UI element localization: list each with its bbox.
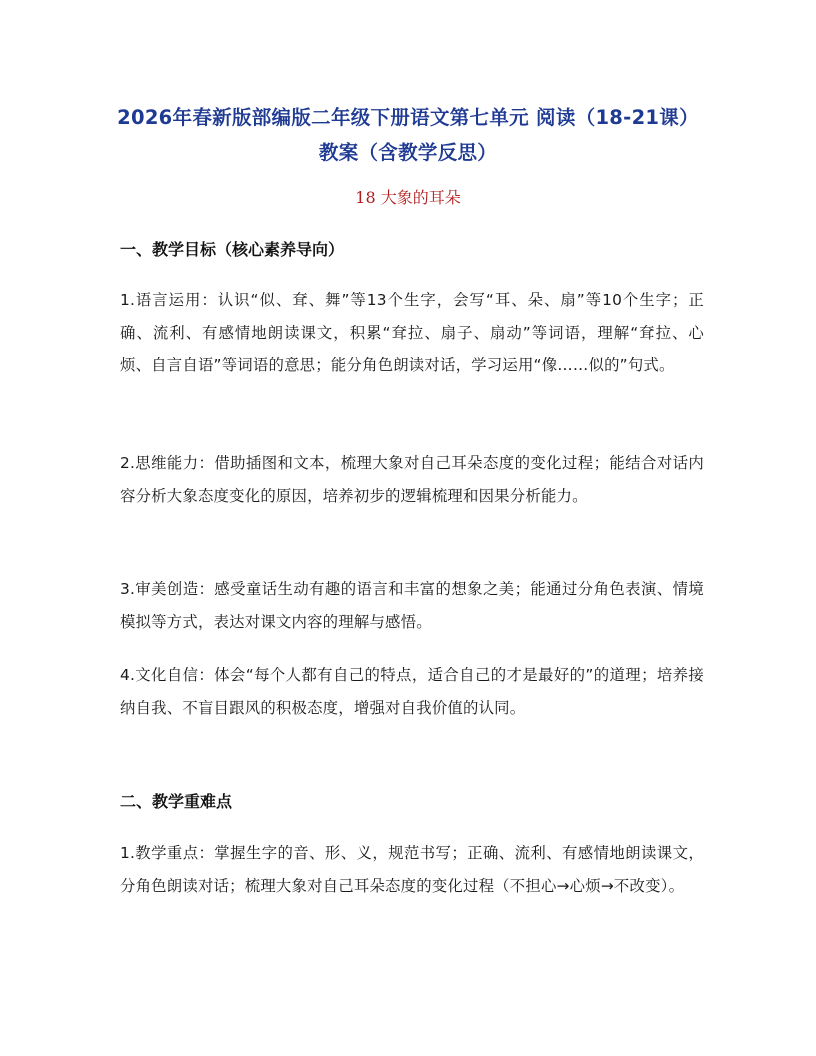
- key-point-paragraph: 1.教学重点：掌握生字的音、形、义，规范书写；正确、流利、有感情地朗读课文，分角色朗读对话；梳理大象对自己耳朵态度的变化过程（不担心→心烦→不改变）。: [120, 844, 704, 895]
- document-title: 2026年春新版部编版二年级下册语文第七单元 阅读（18-21课） 教案（含教学反思）: [117, 106, 699, 164]
- section-heading-key-points: 二、教学重难点: [120, 792, 233, 811]
- lesson-title: 18 大象的耳朵: [355, 188, 461, 207]
- objective-thinking-paragraph: 2.思维能力：借助插图和文本，梳理大象对自己耳朵态度的变化过程；能结合对话内容分析大象态度变化的原因，培养初步的逻辑梳理和因果分析能力。: [120, 454, 704, 505]
- objective-culture-paragraph: 4.文化自信：体会“每个人都有自己的特点，适合自己的才是最好的”的道理；培养接纳自我、不盲目跟风的积极态度，增强对自我价值的认同。: [120, 666, 704, 717]
- objective-aesthetic-paragraph: 3.审美创造：感受童话生动有趣的语言和丰富的想象之美；能通过分角色表演、情境模拟等方式，表达对课文内容的理解与感悟。: [120, 580, 704, 631]
- section-heading-objectives: 一、教学目标（核心素养导向）: [120, 240, 345, 259]
- objective-language-paragraph: 1.语言运用：认识“似、耷、舞”等13个生字，会写“耳、朵、扇”等10个生字；正确、流利、有感情地朗读课文，积累“耷拉、扇子、扇动”等词语，理解“耷拉、心烦、自言自语”等词语的意思；能分角色朗读对话，学习运用“像……似的”句式。: [120, 291, 704, 374]
